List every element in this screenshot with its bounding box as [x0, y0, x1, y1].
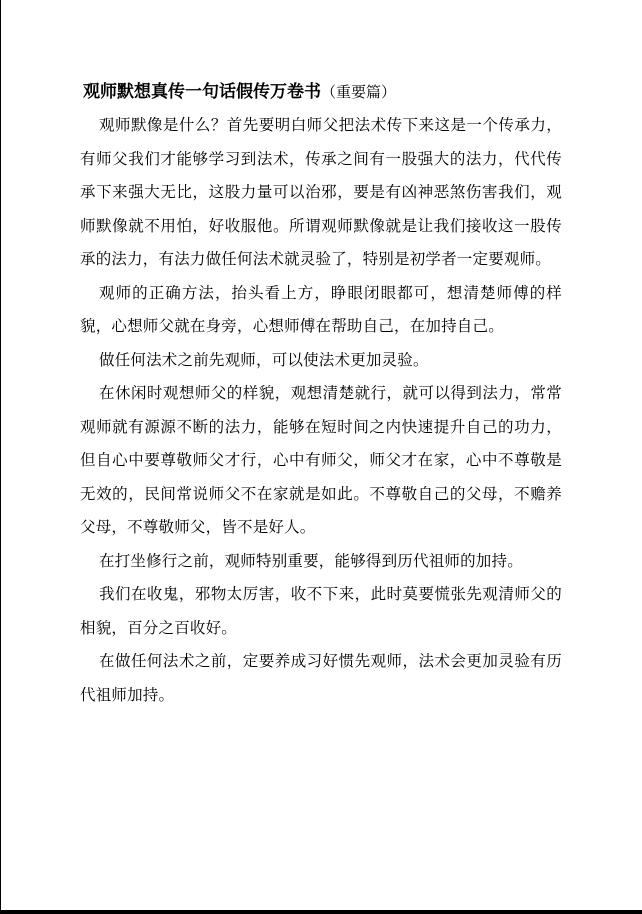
paragraph: 观师的正确方法，抬头看上方，睁眼闭眼都可，想清楚师傅的样貌，心想师父就在身旁，心想师傅在帮助自己，在加持自己。: [80, 284, 562, 335]
document-body: [80, 109, 562, 712]
paragraph: 在休闲时观想师父的样貌，观想清楚就行，就可以得到法力，常常观师就有源源不断的法力，能够在短时间之内快速提升自己的功力，但自心中要尊敬师父才行，心中有师父，师父才在家，心中不尊敬是无效的，民间常说师父不在家就是如此。不尊敬自己的父母，不赡养父母，不尊敬师父，皆不是好人。: [80, 385, 562, 536]
paragraph: 在打坐修行之前，观师特别重要，能够得到历代祖师的加持。: [99, 552, 523, 570]
paragraph: 观师默像是什么？首先要明白师父把法术传下来这是一个传承力，有师父我们才能够学习到法术，传承之间有一股强大的法力，代代传承下来强大无比，这股力量可以治邪，要是有凶神恶煞伤害我们，观师默像就不用怕，好收服他。所谓观师默像就是让我们接收这一股传承的法力，有法力做任何法术就灵验了，特别是初学者一定要观师。: [80, 117, 562, 268]
page-title-main: 观师默想真传一句话假传万卷书: [83, 82, 321, 101]
document-content: [80, 80, 562, 712]
page-title: [83, 80, 562, 104]
page-title-suffix: （重要篇）: [321, 84, 397, 101]
paragraph: 在做任何法术之前，定要养成习好惯先观师，法术会更加灵验有历代祖师加持。: [80, 653, 562, 704]
page-bottom-edge: [1, 910, 642, 914]
paragraph: 我们在收鬼，邪物太厉害，收不下来，此时莫要慌张先观清师父的相貌，百分之百收好。: [80, 586, 562, 637]
paragraph: 做任何法术之前先观师，可以使法术更加灵验。: [99, 351, 429, 369]
